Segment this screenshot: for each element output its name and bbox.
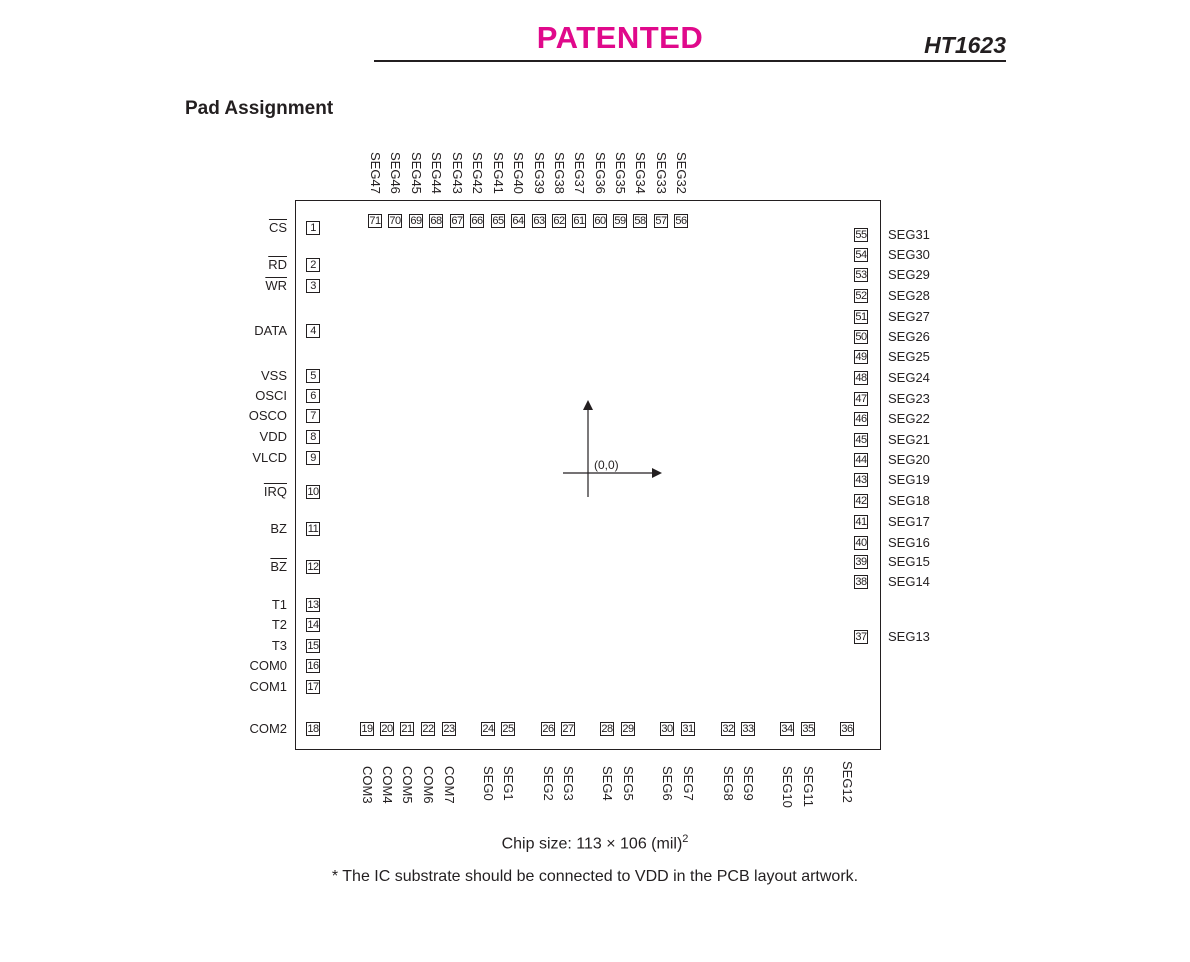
pad-6: 6: [306, 389, 320, 403]
pad-11: 11: [307, 523, 319, 535]
pad-8: 8: [306, 430, 320, 444]
pad-46: 46: [855, 413, 867, 425]
pad-7: 7: [306, 409, 320, 423]
pad-40: 40: [855, 537, 867, 549]
pad-42: 42: [855, 495, 867, 507]
pin-label-t1: T1: [271, 597, 287, 612]
part-number: HT1623: [924, 32, 1006, 58]
pin-label-seg4: SEG4: [600, 766, 615, 801]
pad-59: 59: [614, 215, 626, 227]
pin-label-vss: VSS: [260, 368, 287, 383]
pad-57: 57: [655, 215, 667, 227]
pin-label-seg21: SEG21: [888, 432, 930, 447]
pad-23: 23: [443, 723, 455, 735]
pin-label-seg23: SEG23: [888, 391, 930, 406]
pin-label-seg30: SEG30: [888, 247, 930, 262]
pin-label-com7: COM7: [442, 766, 457, 804]
pin-label-rd-bar: $\overline{RD}$: [268, 257, 287, 272]
substrate-note: * The IC substrate should be connected to VDD in the PCB layout artwork.: [331, 868, 859, 885]
pin-label-seg17: SEG17: [888, 514, 930, 529]
pad-64: 64: [512, 215, 524, 227]
pad-49: 49: [855, 351, 867, 363]
pad-4: 4: [306, 324, 320, 338]
chip-size-caption: [440, 833, 750, 853]
pad-18: 18: [307, 723, 319, 735]
pin-label-vlcd: VLCD: [252, 450, 287, 465]
pad-28: 28: [601, 723, 613, 735]
pad-10: 10: [307, 486, 319, 498]
pin-label-com6: COM6: [421, 766, 436, 804]
pin-label-seg32: SEG32: [674, 152, 689, 194]
pad-68: 68: [430, 215, 442, 227]
pin-label-seg19: SEG19: [888, 472, 930, 487]
pad-22: 22: [422, 723, 434, 735]
pin-label-osco: OSCO: [248, 408, 287, 423]
pin-label-seg42: SEG42: [470, 152, 485, 194]
pad-5: 5: [306, 369, 320, 383]
pad-25: 25: [502, 723, 514, 735]
pin-label-seg18: SEG18: [888, 493, 930, 508]
pin-label-seg33: SEG33: [654, 152, 669, 194]
pin-label-seg28: SEG28: [888, 288, 930, 303]
pin-label-seg36: SEG36: [593, 152, 608, 194]
pin-label-seg11: SEG11: [801, 766, 816, 807]
pin-label-seg25: SEG25: [888, 349, 930, 364]
pin-label-seg46: SEG46: [388, 152, 403, 194]
pin-label-seg6: SEG6: [660, 766, 675, 801]
pad-30: 30: [661, 723, 673, 735]
pin-label-t3: T3: [271, 638, 287, 653]
pin-label-seg43: SEG43: [450, 152, 465, 194]
pad-71: 71: [369, 215, 381, 227]
pin-label-seg45: SEG45: [409, 152, 424, 194]
pin-label-vdd: VDD: [259, 429, 287, 444]
pad-17: 17: [307, 681, 319, 693]
pad-58: 58: [634, 215, 646, 227]
pin-label-wr-bar: $\overline{WR}$: [265, 278, 287, 293]
pin-label-data: DATA: [254, 323, 287, 338]
pad-54: 54: [855, 249, 867, 261]
pin-label-seg29: SEG29: [888, 267, 930, 282]
pin-label-seg13: SEG13: [888, 629, 930, 644]
pad-3: 3: [306, 279, 320, 293]
pad-36: 36: [841, 723, 853, 735]
chip-size-text: Chip size: 113 × 106 (mil): [501, 835, 683, 853]
pin-label-seg0: SEG0: [481, 766, 496, 801]
pad-20: 20: [381, 723, 393, 735]
pad-33: 33: [742, 723, 754, 735]
pad-39: 39: [855, 556, 867, 568]
pin-label-seg44: SEG44: [429, 152, 444, 194]
pin-label-seg7: SEG7: [681, 766, 696, 801]
pin-label-bz: BZ: [270, 521, 287, 536]
pad-1: 1: [306, 221, 320, 235]
pin-label-com5: COM5: [400, 766, 415, 804]
pin-label-seg8: SEG8: [721, 766, 736, 801]
pin-label-seg24: SEG24: [888, 370, 930, 385]
origin-axes: [560, 395, 670, 505]
pad-45: 45: [855, 434, 867, 446]
pad-53: 53: [855, 269, 867, 281]
pad-61: 61: [573, 215, 585, 227]
pin-label-seg37: SEG37: [572, 152, 587, 194]
pad-26: 26: [542, 723, 554, 735]
pad-67: 67: [451, 215, 463, 227]
pin-label-seg47: SEG47: [368, 152, 383, 194]
pad-21: 21: [401, 723, 413, 735]
pad-48: 48: [855, 372, 867, 384]
pad-47: 47: [855, 393, 867, 405]
pad-32: 32: [722, 723, 734, 735]
pin-label-seg9: SEG9: [741, 766, 756, 801]
pin-label-bz-bar: $\overline{BZ}$: [270, 559, 287, 574]
pin-label-seg10: SEG10: [780, 766, 795, 808]
pad-14: 14: [307, 619, 319, 631]
pad-19: 19: [361, 723, 373, 735]
pad-27: 27: [562, 723, 574, 735]
pin-label-seg5: SEG5: [621, 766, 636, 801]
pin-label-irq-bar: $\overline{IRQ}$: [263, 484, 287, 499]
pin-label-seg41: SEG41: [491, 152, 506, 194]
pin-label-t2: T2: [271, 617, 287, 632]
pin-label-seg39: SEG39: [532, 152, 547, 194]
pad-69: 69: [410, 215, 422, 227]
pin-label-cs-bar: $\overline{CS}$: [268, 220, 287, 235]
pad-56: 56: [675, 215, 687, 227]
pin-label-seg12: SEG12: [840, 761, 855, 803]
pad-43: 43: [855, 474, 867, 486]
pad-34: 34: [781, 723, 793, 735]
pin-label-com1: COM1: [249, 679, 287, 694]
patented-stamp: PATENTED: [536, 20, 704, 55]
pin-label-com0: COM0: [249, 658, 287, 673]
pad-15: 15: [307, 640, 319, 652]
pad-29: 29: [622, 723, 634, 735]
pad-66: 66: [471, 215, 483, 227]
pin-label-com3: COM3: [360, 766, 375, 804]
pin-label-seg20: SEG20: [888, 452, 930, 467]
section-title: Pad Assignment: [185, 98, 334, 119]
pin-label-seg1: SEG1: [501, 766, 516, 801]
pin-label-seg31: SEG31: [888, 227, 930, 242]
pad-37: 37: [855, 631, 867, 643]
pad-16: 16: [307, 660, 319, 672]
pin-label-com2: COM2: [249, 721, 287, 736]
pin-label-seg2: SEG2: [541, 766, 556, 801]
pin-label-seg3: SEG3: [561, 766, 576, 801]
pad-9: 9: [306, 451, 320, 465]
pin-label-seg15: SEG15: [888, 554, 930, 569]
pin-label-osci: OSCI: [255, 388, 287, 403]
pad-31: 31: [682, 723, 694, 735]
pad-63: 63: [533, 215, 545, 227]
pad-13: 13: [307, 599, 319, 611]
pin-label-seg27: SEG27: [888, 309, 930, 324]
pad-41: 41: [855, 516, 867, 528]
pin-label-seg35: SEG35: [613, 152, 628, 194]
pad-62: 62: [553, 215, 565, 227]
pin-label-com4: COM4: [380, 766, 395, 804]
pad-60: 60: [594, 215, 606, 227]
pad-52: 52: [855, 290, 867, 302]
pad-70: 70: [389, 215, 401, 227]
pin-label-seg34: SEG34: [633, 152, 648, 194]
pad-55: 55: [855, 229, 867, 241]
chip-size-superscript: 2: [682, 833, 689, 845]
pin-label-seg38: SEG38: [552, 152, 567, 194]
pad-44: 44: [855, 454, 867, 466]
pin-label-seg14: SEG14: [888, 574, 930, 589]
pad-65: 65: [492, 215, 504, 227]
pin-label-seg26: SEG26: [888, 329, 930, 344]
pad-51: 51: [855, 311, 867, 323]
pin-label-seg22: SEG22: [888, 411, 930, 426]
pad-38: 38: [855, 576, 867, 588]
pad-2: 2: [306, 258, 320, 272]
pad-50: 50: [855, 331, 867, 343]
pad-24: 24: [482, 723, 494, 735]
pad-12: 12: [307, 561, 319, 573]
pin-label-seg40: SEG40: [511, 152, 526, 194]
pad-35: 35: [802, 723, 814, 735]
pin-label-seg16: SEG16: [888, 535, 930, 550]
origin-label: (0,0): [594, 458, 619, 472]
